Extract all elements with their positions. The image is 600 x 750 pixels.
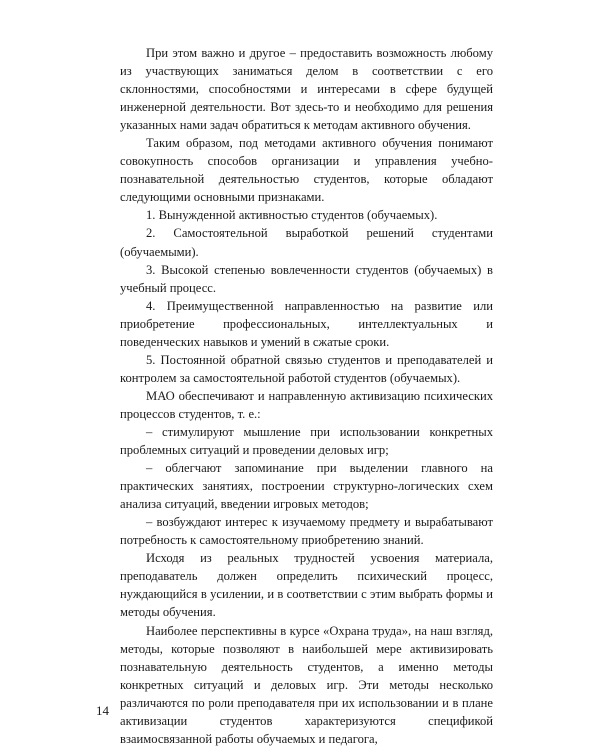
list-item-5: 5. Постоянной обратной связью студентов и преподавателей и контролем за самостоятельной работой студентов (обучаемых). — [120, 352, 493, 385]
dash-item-2: – облегчают запоминание при выделении главного на практических занятиях, построении структурно-логических схем анализа ситуаций, введении игровых методов; — [120, 461, 493, 512]
page-number: 14 — [96, 703, 109, 718]
dash-item-1: – стимулируют мышление при использовании конкретных проблемных ситуаций и проведении деловых игр; — [120, 424, 493, 458]
paragraph-definition: Таким образом, под методами активного обучения понимают совокупность способов организации и управления учебно-познавательной деятельностью студентов, которые обладают следующими основными признаками. — [120, 136, 493, 205]
dash-item-3: – возбуждают интерес к изучаемому предмету и вырабатывают потребность к самостоятельному приобретению знаний. — [120, 515, 493, 548]
paragraph-intro: При этом важно и другое – предоставить возможность любому из участвующих заниматься делом в соответствии с его склонностями, способностями и интересами в сфере будущей инженерной деятельности. Вот здесь-то и необходимо для решения указанных нами задач обратиться к методам активного обучения. — [120, 46, 493, 133]
paragraph-difficulties: Исходя из реальных трудностей усвоения материала, преподаватель должен определить психический процесс, нуждающийся в усилении, и в соответствии с этим выбрать формы и методы обучения. — [120, 551, 493, 620]
list-item-1: 1. Вынужденной активностью студентов (обучаемых). — [146, 208, 438, 223]
list-item-3: 3. Высокой степенью вовлеченности студентов (обучаемых) в учебный процесс. — [120, 262, 493, 295]
paragraph-mao: МАО обеспечивают и направленную активизацию психических процессов студентов, т. е.: — [120, 388, 493, 421]
list-item-4: 4. Преимущественной направленностью на развитие или приобретение профессиональных, интеллектуальных и поведенческих навыков и умений в сжатые сроки. — [120, 298, 493, 349]
list-item-2: 2. Самостоятельной выработкой решений студентами (обучаемыми). — [120, 226, 493, 259]
paragraph-methods: Наиболее перспективны в курсе «Охрана труда», на наш взгляд, методы, которые позволяют в наибольшей мере активизировать познавательную деятельность студентов, а именно методы конкретных ситуаций и деловых игр. Эти методы несколько различаются по роли преподавателя при их использовании и в плане активизации студентов характеризуются спецификой взаимосвязанной работы обучаемых и педагога, — [120, 623, 493, 746]
body-text — [120, 44, 493, 748]
